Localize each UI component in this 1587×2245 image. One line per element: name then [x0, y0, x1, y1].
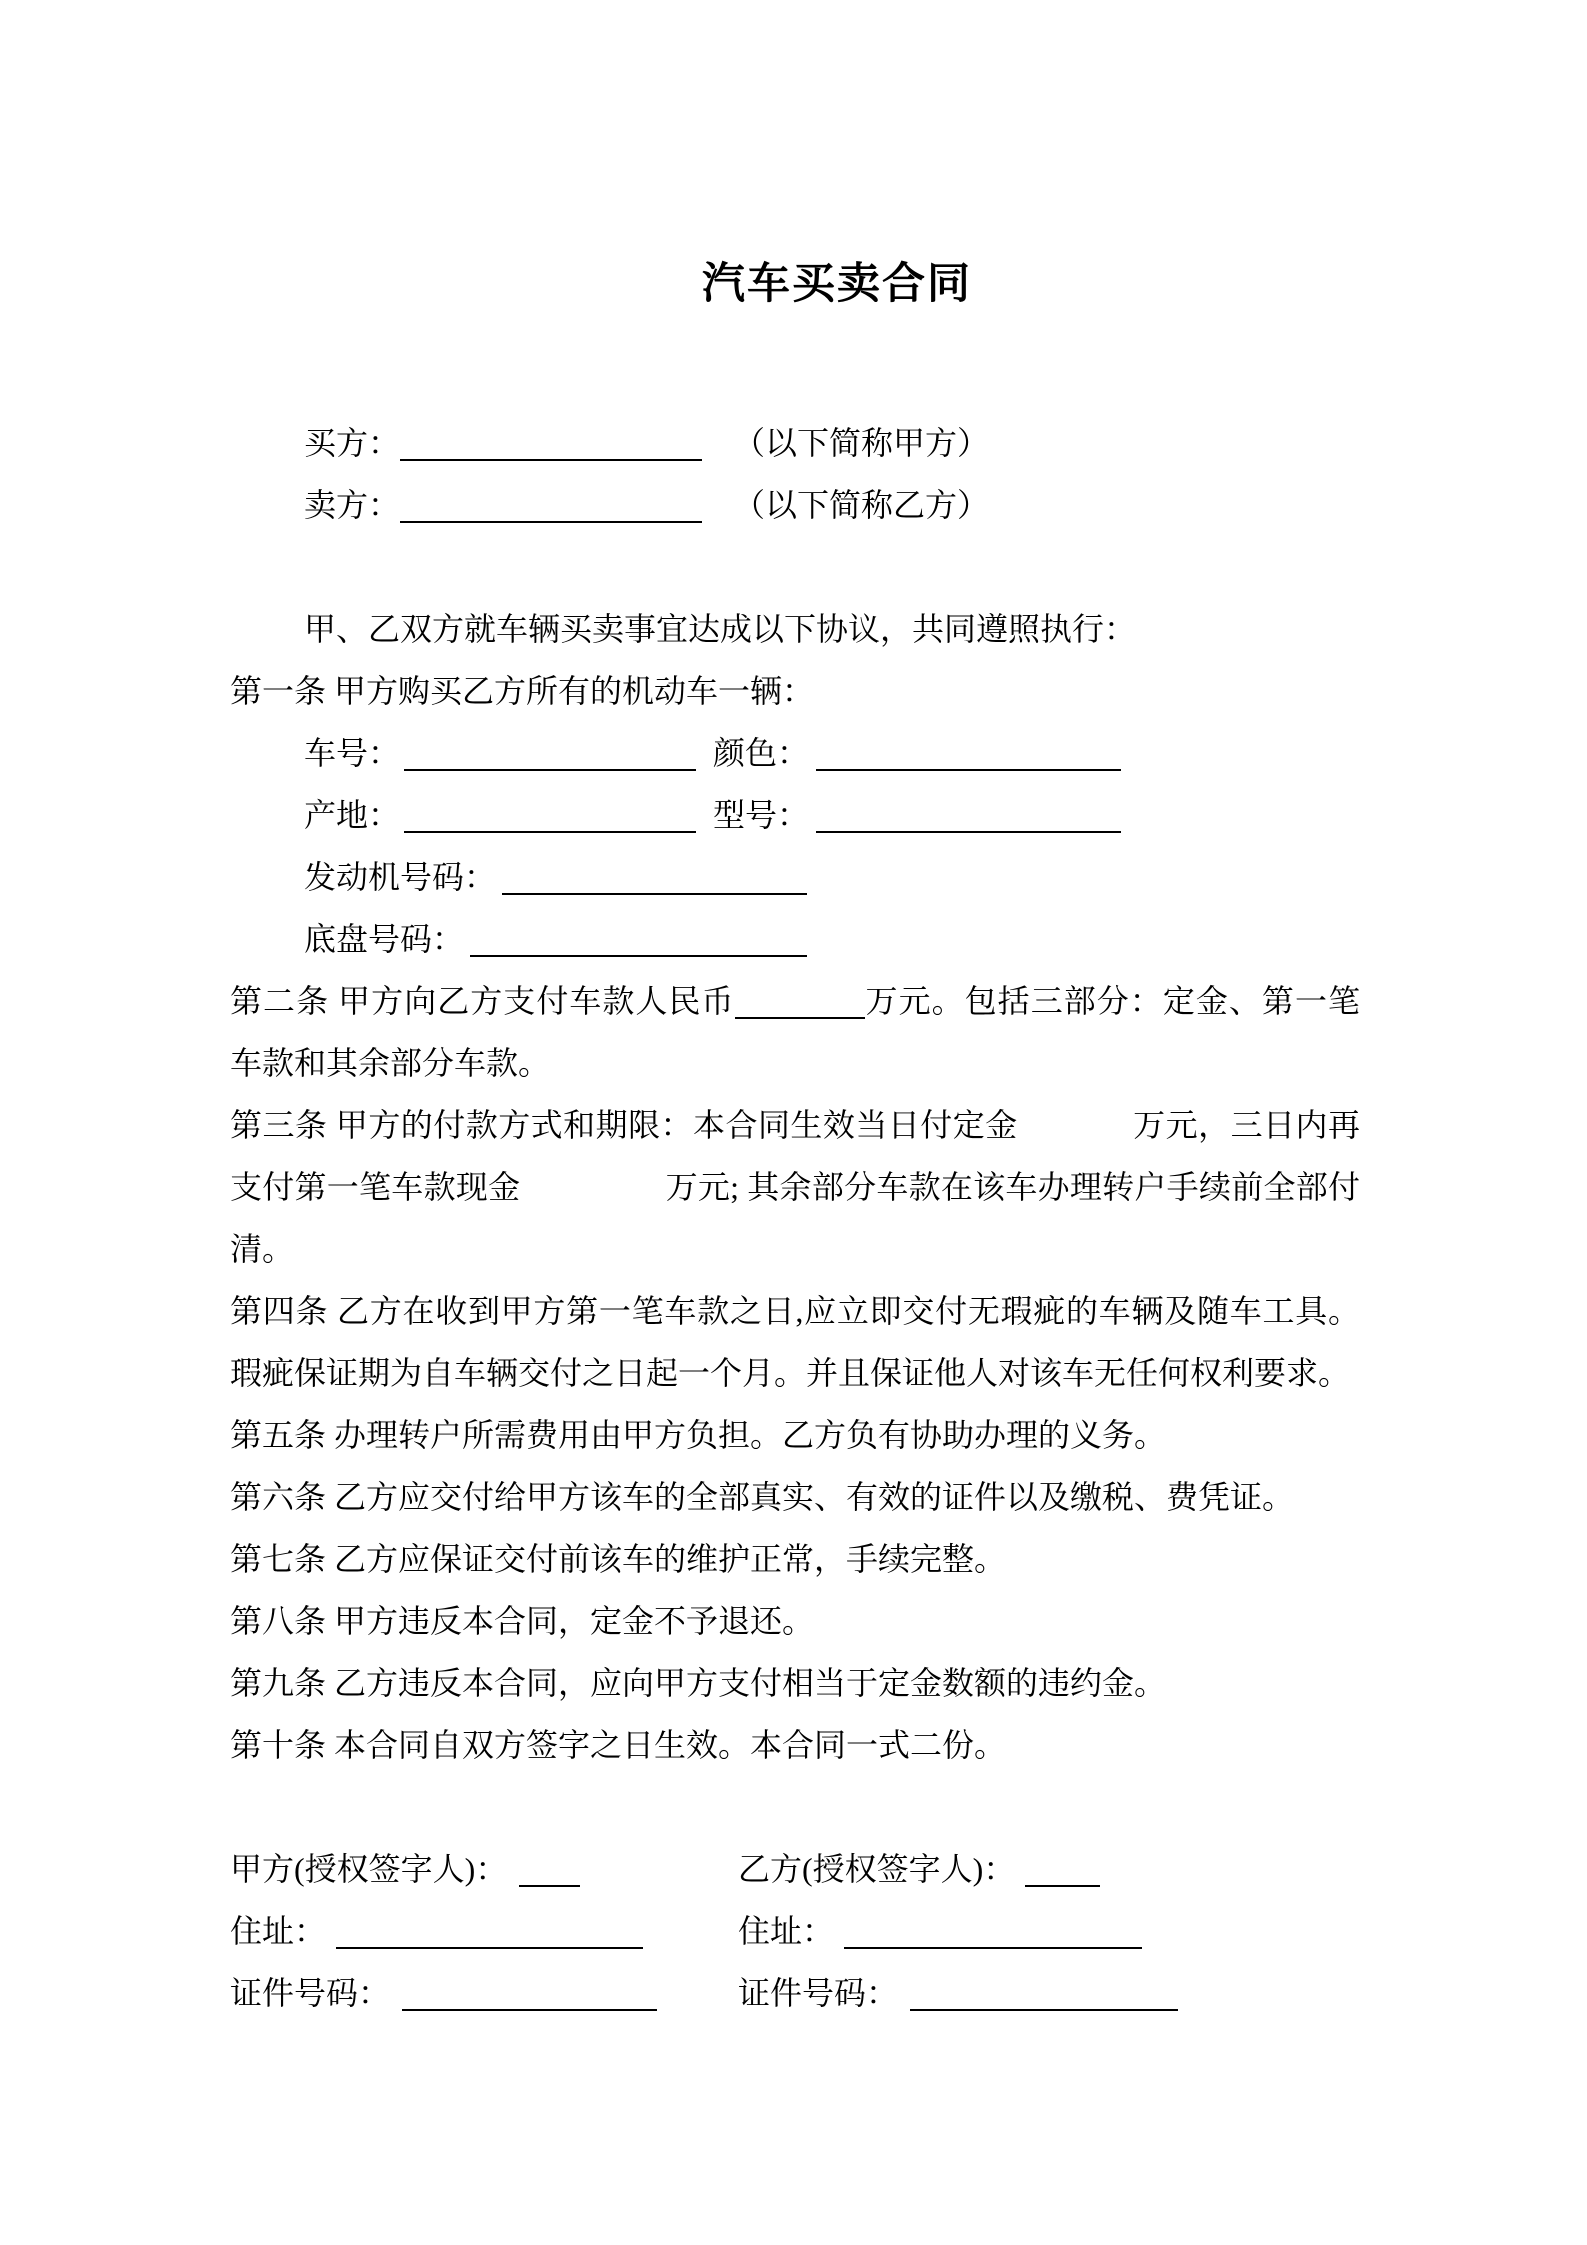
vehicle-row-plate-color: [230, 722, 1360, 784]
color-label: 颜色：: [713, 735, 810, 771]
article-7: 第七条 乙方应保证交付前该车的维护正常，手续完整。: [230, 1541, 1007, 1577]
party-a-address-line: [230, 1900, 738, 1962]
party-a-signature-column: [230, 1838, 738, 2024]
plate-blank[interactable]: [404, 722, 696, 771]
party-b-address-line: [738, 1900, 1360, 1962]
party-b-id-blank[interactable]: [910, 1962, 1178, 2011]
article-10: 第十条 本合同自双方签字之日生效。本合同一式二份。: [230, 1727, 1007, 1763]
plate-label: 车号：: [304, 735, 401, 771]
party-b-signature-column: [738, 1838, 1360, 2024]
first-payment-gap[interactable]: [520, 1156, 665, 1164]
chassis-number-label: 底盘号码：: [304, 921, 465, 957]
article-3-text-pre: 第三条 甲方的付款方式和期限：本合同生效当日付定金: [230, 1107, 1018, 1143]
party-b-signer-blank[interactable]: [1025, 1838, 1100, 1887]
article-3: [230, 1094, 1360, 1280]
parties-section: [230, 412, 1360, 536]
party-a-id-line: [230, 1962, 738, 2024]
intro-paragraph: 甲、乙双方就车辆买卖事宜达成以下协议，共同遵照执行：: [304, 611, 1137, 647]
article-2-text-post: 万元。包括三部分：定金、第一笔车款和其余部分车款。: [230, 983, 1360, 1081]
party-b-signer-line: [738, 1838, 1360, 1900]
contract-title: 汽车买卖合同: [702, 261, 972, 308]
vehicle-row-origin-model: [230, 784, 1360, 846]
engine-number-blank[interactable]: [502, 846, 807, 895]
seller-label: 卖方：: [304, 487, 401, 523]
article-6: 第六条 乙方应交付给甲方该车的全部真实、有效的证件以及缴税、费凭证。: [230, 1479, 1295, 1515]
party-a-id-label: 证件号码：: [230, 1975, 391, 2011]
vehicle-row-chassis: [230, 908, 1360, 970]
party-a-id-blank[interactable]: [402, 1962, 657, 2011]
article-3-text-mid: 万元，三日内再支付第一笔车款现金: [230, 1107, 1360, 1205]
buyer-name-blank[interactable]: [400, 412, 702, 461]
article-4: 第四条 乙方在收到甲方第一笔车款之日,应立即交付无瑕疵的车辆及随车工具。瑕疵保证期为自车辆交付之日起一个月。并且保证他人对该车无任何权利要求。: [230, 1293, 1360, 1391]
origin-blank[interactable]: [404, 784, 696, 833]
article-5: 第五条 办理转户所需费用由甲方负担。乙方负有协助办理的义务。: [230, 1417, 1167, 1453]
seller-line: [230, 474, 1360, 536]
buyer-note: （以下简称甲方）: [733, 425, 990, 461]
engine-number-label: 发动机号码：: [304, 859, 497, 895]
seller-note: （以下简称乙方）: [733, 487, 990, 523]
party-b-id-line: [738, 1962, 1360, 2024]
article-9: 第九条 乙方违反本合同，应向甲方支付相当于定金数额的违约金。: [230, 1665, 1167, 1701]
signature-section: [230, 1838, 1360, 2024]
article-3-text-post: 万元; 其余部分车款在该车办理转户手续前全部付清。: [230, 1169, 1360, 1267]
article-1: 第一条 甲方购买乙方所有的机动车一辆：: [230, 673, 815, 709]
party-a-signer-label: 甲方(授权签字人)：: [230, 1851, 508, 1887]
buyer-label: 买方：: [304, 425, 401, 461]
party-b-signer-label: 乙方(授权签字人)：: [738, 1851, 1016, 1887]
party-b-address-blank[interactable]: [844, 1900, 1142, 1949]
model-blank[interactable]: [816, 784, 1121, 833]
vehicle-fields-section: [230, 722, 1360, 970]
party-a-signer-blank[interactable]: [519, 1838, 580, 1887]
party-a-signer-line: [230, 1838, 738, 1900]
article-2: [230, 970, 1360, 1094]
party-a-address-label: 住址：: [230, 1913, 327, 1949]
color-blank[interactable]: [816, 722, 1121, 771]
chassis-number-blank[interactable]: [470, 908, 807, 957]
origin-label: 产地：: [304, 797, 401, 833]
party-a-address-blank[interactable]: [336, 1900, 643, 1949]
party-b-id-label: 证件号码：: [738, 1975, 899, 2011]
deposit-amount-gap[interactable]: [1018, 1094, 1133, 1102]
seller-name-blank[interactable]: [400, 474, 702, 523]
model-label: 型号：: [713, 797, 810, 833]
article-2-text-pre: 第二条 甲方向乙方支付车款人民币: [230, 983, 735, 1019]
article-8: 第八条 甲方违反本合同，定金不予退还。: [230, 1603, 815, 1639]
buyer-line: [230, 412, 1360, 474]
party-b-address-label: 住址：: [738, 1913, 835, 1949]
total-price-blank[interactable]: [735, 970, 865, 1019]
vehicle-row-engine: [230, 846, 1360, 908]
